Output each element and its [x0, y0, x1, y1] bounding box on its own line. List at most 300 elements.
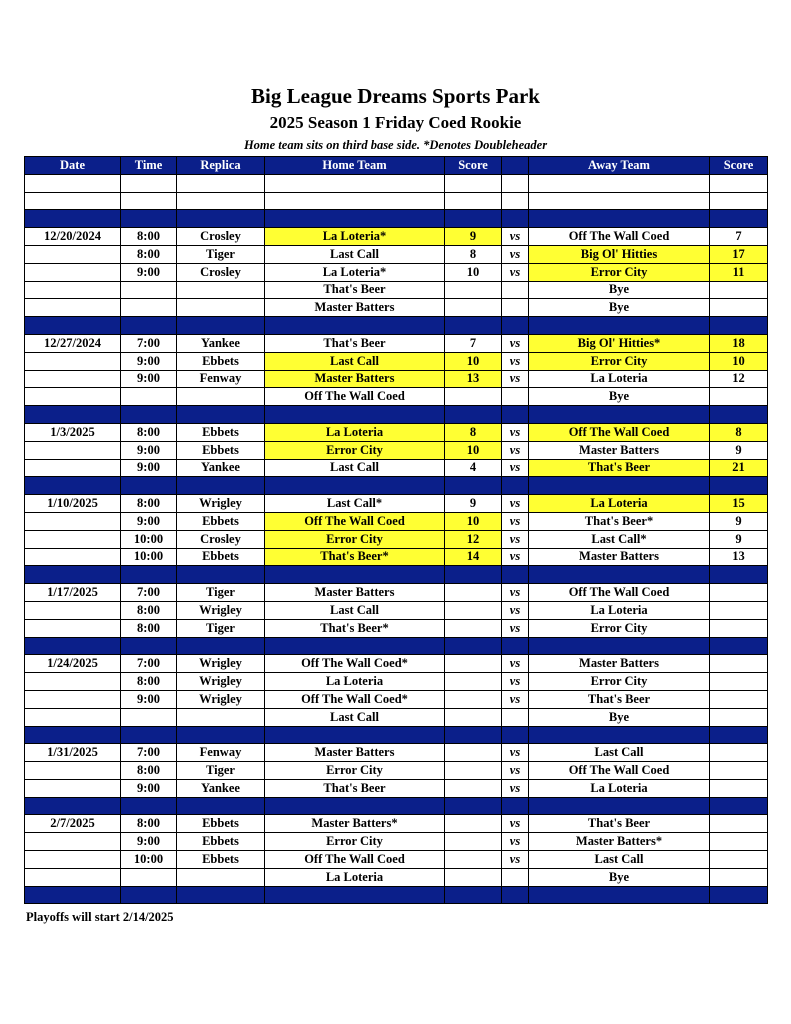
home-score-cell [445, 744, 502, 762]
home-score-cell: 10 [445, 441, 502, 459]
home-score-cell [445, 477, 502, 495]
time-cell [121, 317, 177, 335]
vs-cell: vs [502, 762, 529, 780]
home-team-cell [265, 886, 445, 904]
replica-cell [177, 210, 265, 228]
home-score-cell: 14 [445, 548, 502, 566]
schedule-table [24, 156, 768, 904]
home-team-cell: La Loteria [265, 868, 445, 886]
time-cell: 10:00 [121, 851, 177, 869]
away-team-cell [529, 210, 710, 228]
away-team-cell [529, 797, 710, 815]
date-cell [25, 388, 121, 406]
away-score-cell: 9 [710, 441, 768, 459]
time-cell: 8:00 [121, 245, 177, 263]
game-row [25, 833, 768, 851]
home-team-cell: Off The Wall Coed* [265, 655, 445, 673]
date-cell [25, 637, 121, 655]
home-score-cell [445, 726, 502, 744]
blank-row [25, 192, 768, 210]
replica-cell: Wrigley [177, 690, 265, 708]
replica-cell [177, 797, 265, 815]
vs-cell: vs [502, 495, 529, 513]
header-home-score: Score [445, 157, 502, 175]
home-team-cell: Off The Wall Coed [265, 512, 445, 530]
away-score-cell [710, 690, 768, 708]
home-score-cell [445, 566, 502, 584]
vs-cell [502, 281, 529, 299]
vs-cell: vs [502, 423, 529, 441]
replica-cell: Yankee [177, 779, 265, 797]
home-score-cell [445, 388, 502, 406]
away-score-cell [710, 619, 768, 637]
time-cell: 9:00 [121, 512, 177, 530]
away-score-cell: 9 [710, 512, 768, 530]
time-cell: 7:00 [121, 744, 177, 762]
away-team-cell: Last Call* [529, 530, 710, 548]
game-row [25, 530, 768, 548]
date-cell [25, 779, 121, 797]
away-team-cell [529, 174, 710, 192]
date-cell: 12/20/2024 [25, 228, 121, 246]
home-score-cell [445, 299, 502, 317]
header-time: Time [121, 157, 177, 175]
away-team-cell: Bye [529, 299, 710, 317]
replica-cell: Tiger [177, 245, 265, 263]
game-row [25, 851, 768, 869]
home-score-cell: 10 [445, 263, 502, 281]
time-cell: 8:00 [121, 495, 177, 513]
home-score-cell: 8 [445, 245, 502, 263]
replica-cell [177, 406, 265, 424]
vs-cell [502, 388, 529, 406]
away-score-cell [710, 886, 768, 904]
away-score-cell [710, 868, 768, 886]
vs-cell: vs [502, 601, 529, 619]
home-team-cell: Last Call [265, 708, 445, 726]
time-cell [121, 192, 177, 210]
away-score-cell [710, 601, 768, 619]
home-team-cell: Error City [265, 762, 445, 780]
home-team-cell: Error City [265, 441, 445, 459]
away-score-cell [710, 815, 768, 833]
vs-cell: vs [502, 744, 529, 762]
vs-cell: vs [502, 815, 529, 833]
date-cell: 1/17/2025 [25, 584, 121, 602]
vs-cell: vs [502, 352, 529, 370]
game-row [25, 548, 768, 566]
week-separator-row [25, 477, 768, 495]
time-cell [121, 708, 177, 726]
away-team-cell: Off The Wall Coed [529, 423, 710, 441]
vs-cell: vs [502, 370, 529, 388]
header-vs [502, 157, 529, 175]
time-cell [121, 281, 177, 299]
away-score-cell [710, 655, 768, 673]
date-cell [25, 708, 121, 726]
time-cell: 8:00 [121, 673, 177, 691]
away-team-cell: Big Ol' Hitties* [529, 334, 710, 352]
time-cell [121, 886, 177, 904]
home-team-cell: Error City [265, 833, 445, 851]
date-cell: 2/7/2025 [25, 815, 121, 833]
away-team-cell: Error City [529, 619, 710, 637]
date-cell [25, 833, 121, 851]
time-cell: 8:00 [121, 228, 177, 246]
date-cell [25, 245, 121, 263]
home-team-cell: Master Batters [265, 584, 445, 602]
date-cell [25, 352, 121, 370]
time-cell [121, 726, 177, 744]
time-cell [121, 174, 177, 192]
home-score-cell [445, 690, 502, 708]
home-team-cell: That's Beer* [265, 548, 445, 566]
time-cell: 9:00 [121, 370, 177, 388]
away-team-cell: Error City [529, 673, 710, 691]
home-score-cell [445, 192, 502, 210]
home-team-cell [265, 406, 445, 424]
home-team-cell [265, 637, 445, 655]
time-cell [121, 477, 177, 495]
home-score-cell [445, 210, 502, 228]
replica-cell: Yankee [177, 334, 265, 352]
time-cell: 8:00 [121, 619, 177, 637]
vs-cell: vs [502, 584, 529, 602]
date-cell [25, 548, 121, 566]
away-score-cell [710, 744, 768, 762]
away-team-cell: Master Batters [529, 548, 710, 566]
home-score-cell [445, 619, 502, 637]
replica-cell [177, 726, 265, 744]
game-row [25, 263, 768, 281]
game-row [25, 228, 768, 246]
date-cell [25, 690, 121, 708]
date-cell [25, 726, 121, 744]
away-score-cell [710, 726, 768, 744]
replica-cell: Tiger [177, 619, 265, 637]
date-cell: 1/10/2025 [25, 495, 121, 513]
away-team-cell: Master Batters [529, 441, 710, 459]
game-row [25, 245, 768, 263]
date-cell [25, 619, 121, 637]
away-score-cell [710, 584, 768, 602]
date-cell: 1/31/2025 [25, 744, 121, 762]
date-cell [25, 868, 121, 886]
away-team-cell: That's Beer [529, 459, 710, 477]
away-score-cell [710, 797, 768, 815]
time-cell: 10:00 [121, 548, 177, 566]
away-score-cell [710, 673, 768, 691]
vs-cell: vs [502, 833, 529, 851]
home-team-cell: Last Call [265, 352, 445, 370]
replica-cell: Tiger [177, 762, 265, 780]
date-cell [25, 281, 121, 299]
date-cell [25, 192, 121, 210]
away-team-cell: Bye [529, 708, 710, 726]
away-score-cell [710, 762, 768, 780]
away-team-cell: Off The Wall Coed [529, 584, 710, 602]
date-cell [25, 263, 121, 281]
away-score-cell: 12 [710, 370, 768, 388]
date-cell [25, 441, 121, 459]
game-row [25, 459, 768, 477]
home-team-cell: That's Beer [265, 779, 445, 797]
home-score-cell [445, 833, 502, 851]
date-cell [25, 886, 121, 904]
replica-cell: Ebbets [177, 833, 265, 851]
away-score-cell: 11 [710, 263, 768, 281]
home-score-cell [445, 851, 502, 869]
week-separator-row [25, 637, 768, 655]
home-score-cell [445, 281, 502, 299]
away-score-cell [710, 388, 768, 406]
replica-cell [177, 317, 265, 335]
week-separator-row [25, 726, 768, 744]
home-team-cell [265, 192, 445, 210]
away-score-cell [710, 406, 768, 424]
home-score-cell [445, 762, 502, 780]
date-cell [25, 512, 121, 530]
date-cell [25, 210, 121, 228]
away-score-cell [710, 174, 768, 192]
away-team-cell: Off The Wall Coed [529, 228, 710, 246]
game-row [25, 868, 768, 886]
vs-cell: vs [502, 690, 529, 708]
away-team-cell: Off The Wall Coed [529, 762, 710, 780]
vs-cell [502, 566, 529, 584]
away-team-cell: Last Call [529, 851, 710, 869]
away-team-cell: Bye [529, 281, 710, 299]
away-score-cell [710, 210, 768, 228]
away-team-cell [529, 406, 710, 424]
home-team-cell: La Loteria [265, 423, 445, 441]
home-score-cell [445, 655, 502, 673]
home-score-cell [445, 815, 502, 833]
vs-cell [502, 886, 529, 904]
time-cell [121, 637, 177, 655]
time-cell [121, 566, 177, 584]
game-row [25, 690, 768, 708]
home-team-cell: Off The Wall Coed* [265, 690, 445, 708]
away-score-cell [710, 192, 768, 210]
vs-cell [502, 406, 529, 424]
home-score-cell: 9 [445, 495, 502, 513]
vs-cell [502, 637, 529, 655]
away-team-cell [529, 637, 710, 655]
time-cell [121, 868, 177, 886]
replica-cell [177, 868, 265, 886]
away-score-cell [710, 299, 768, 317]
date-cell [25, 406, 121, 424]
away-team-cell: Master Batters* [529, 833, 710, 851]
time-cell: 9:00 [121, 459, 177, 477]
replica-cell: Wrigley [177, 495, 265, 513]
home-score-cell: 13 [445, 370, 502, 388]
game-row [25, 512, 768, 530]
vs-cell [502, 868, 529, 886]
replica-cell [177, 637, 265, 655]
game-row [25, 441, 768, 459]
week-separator-row [25, 886, 768, 904]
home-team-cell: Last Call [265, 459, 445, 477]
game-row [25, 334, 768, 352]
away-score-cell [710, 833, 768, 851]
away-score-cell [710, 779, 768, 797]
home-score-cell: 7 [445, 334, 502, 352]
date-cell [25, 762, 121, 780]
away-score-cell: 17 [710, 245, 768, 263]
replica-cell: Ebbets [177, 512, 265, 530]
time-cell: 9:00 [121, 352, 177, 370]
time-cell: 10:00 [121, 530, 177, 548]
vs-cell: vs [502, 655, 529, 673]
vs-cell [502, 174, 529, 192]
time-cell: 9:00 [121, 263, 177, 281]
header-away-score: Score [710, 157, 768, 175]
time-cell: 7:00 [121, 584, 177, 602]
date-cell: 1/24/2025 [25, 655, 121, 673]
replica-cell: Ebbets [177, 352, 265, 370]
replica-cell: Crosley [177, 530, 265, 548]
away-team-cell: Error City [529, 352, 710, 370]
replica-cell [177, 192, 265, 210]
home-team-cell: Last Call [265, 601, 445, 619]
vs-cell [502, 726, 529, 744]
home-team-cell: That's Beer [265, 281, 445, 299]
time-cell: 7:00 [121, 655, 177, 673]
game-row [25, 352, 768, 370]
home-team-cell: La Loteria* [265, 263, 445, 281]
vs-cell [502, 708, 529, 726]
home-team-cell: Master Batters* [265, 815, 445, 833]
vs-cell [502, 299, 529, 317]
home-team-cell [265, 210, 445, 228]
time-cell [121, 388, 177, 406]
home-score-cell: 9 [445, 228, 502, 246]
replica-cell: Wrigley [177, 655, 265, 673]
date-cell [25, 299, 121, 317]
game-row [25, 601, 768, 619]
week-separator-row [25, 317, 768, 335]
vs-cell [502, 192, 529, 210]
replica-cell [177, 388, 265, 406]
time-cell: 9:00 [121, 779, 177, 797]
away-team-cell: La Loteria [529, 779, 710, 797]
vs-cell: vs [502, 459, 529, 477]
replica-cell: Yankee [177, 459, 265, 477]
home-team-cell [265, 477, 445, 495]
game-row [25, 388, 768, 406]
away-team-cell: La Loteria [529, 601, 710, 619]
home-score-cell [445, 174, 502, 192]
away-team-cell: That's Beer [529, 815, 710, 833]
away-team-cell [529, 886, 710, 904]
replica-cell: Ebbets [177, 815, 265, 833]
home-score-cell [445, 637, 502, 655]
game-row [25, 815, 768, 833]
replica-cell: Wrigley [177, 673, 265, 691]
home-team-cell: That's Beer [265, 334, 445, 352]
replica-cell [177, 886, 265, 904]
date-cell: 1/3/2025 [25, 423, 121, 441]
blank-row [25, 174, 768, 192]
date-cell [25, 174, 121, 192]
time-cell: 7:00 [121, 334, 177, 352]
away-score-cell [710, 708, 768, 726]
page-note: Home team sits on third base side. *Denotes Doubleheader [243, 138, 548, 152]
home-score-cell [445, 406, 502, 424]
game-row [25, 744, 768, 762]
date-cell [25, 477, 121, 495]
game-row [25, 495, 768, 513]
date-cell [25, 459, 121, 477]
page-subtitle: 2025 Season 1 Friday Coed Rookie [269, 113, 522, 132]
away-team-cell: That's Beer [529, 690, 710, 708]
replica-cell [177, 174, 265, 192]
home-score-cell: 8 [445, 423, 502, 441]
replica-cell [177, 477, 265, 495]
date-cell [25, 797, 121, 815]
week-separator-row [25, 210, 768, 228]
replica-cell: Crosley [177, 228, 265, 246]
time-cell [121, 210, 177, 228]
away-score-cell: 18 [710, 334, 768, 352]
vs-cell: vs [502, 779, 529, 797]
time-cell [121, 797, 177, 815]
home-team-cell: Off The Wall Coed [265, 851, 445, 869]
replica-cell: Fenway [177, 744, 265, 762]
away-team-cell: Big Ol' Hitties [529, 245, 710, 263]
replica-cell: Ebbets [177, 851, 265, 869]
replica-cell: Ebbets [177, 548, 265, 566]
week-separator-row [25, 566, 768, 584]
home-score-cell: 4 [445, 459, 502, 477]
away-team-cell [529, 477, 710, 495]
away-score-cell: 13 [710, 548, 768, 566]
vs-cell: vs [502, 530, 529, 548]
away-score-cell [710, 477, 768, 495]
date-cell [25, 601, 121, 619]
away-team-cell: That's Beer* [529, 512, 710, 530]
replica-cell: Tiger [177, 584, 265, 602]
vs-cell: vs [502, 228, 529, 246]
away-score-cell [710, 851, 768, 869]
home-team-cell [265, 174, 445, 192]
away-score-cell: 7 [710, 228, 768, 246]
vs-cell [502, 477, 529, 495]
home-score-cell [445, 779, 502, 797]
away-score-cell [710, 637, 768, 655]
home-score-cell: 10 [445, 352, 502, 370]
vs-cell [502, 797, 529, 815]
home-team-cell [265, 726, 445, 744]
game-row [25, 708, 768, 726]
page-title: Big League Dreams Sports Park [251, 84, 540, 108]
time-cell [121, 406, 177, 424]
away-team-cell [529, 726, 710, 744]
vs-cell: vs [502, 334, 529, 352]
date-cell [25, 370, 121, 388]
home-score-cell [445, 584, 502, 602]
time-cell: 8:00 [121, 762, 177, 780]
away-team-cell [529, 566, 710, 584]
home-team-cell [265, 797, 445, 815]
home-score-cell [445, 673, 502, 691]
replica-cell: Fenway [177, 370, 265, 388]
away-score-cell [710, 281, 768, 299]
date-cell [25, 851, 121, 869]
date-cell [25, 566, 121, 584]
